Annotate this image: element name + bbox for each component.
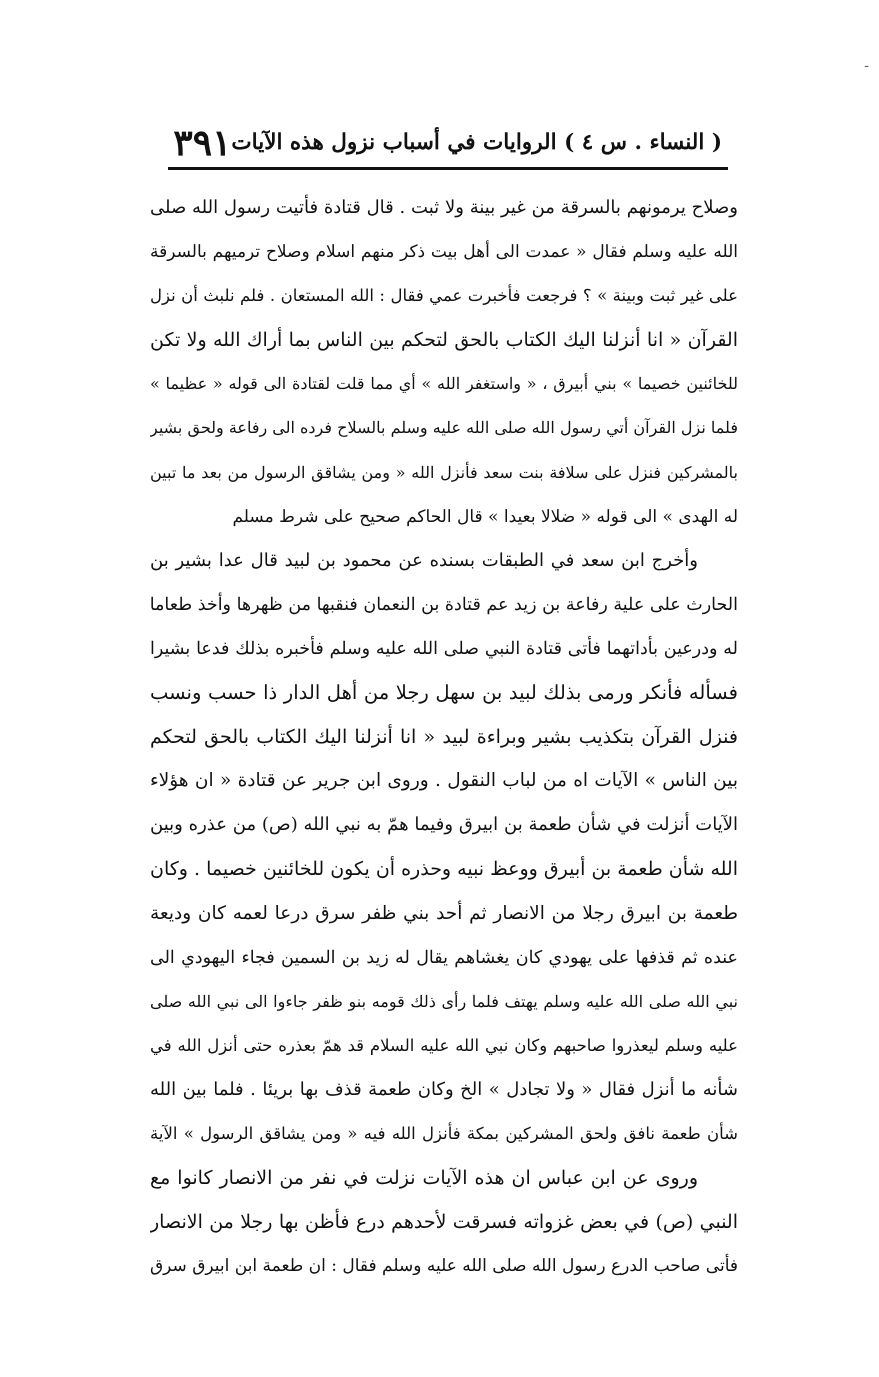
text-line: على غير ثبت وبينة » ؟ فرجعت فأخبرت عمي فقال : الله المستعان . فلم نلبث أن نزل bbox=[150, 286, 738, 306]
text-line: بين الناس » الآيات اه من لباب النقول . وروى ابن جرير عن قتادة « ان هؤلاء bbox=[150, 770, 738, 792]
paragraph-start-line: وأخرج ابن سعد في الطبقات بسنده عن محمود بن لبيد قال عدا بشير بن bbox=[150, 549, 698, 571]
text-line: للخائنين خصيما » بني أبيرق ، « واستغفر الله » أي مما قلت لقتادة الى قوله « عظيما » bbox=[150, 374, 738, 394]
text-line: له ودرعين بأداتهما فأتى قتادة النبي صلى الله عليه وسلم فأخبره بذلك فدعا بشيرا bbox=[150, 638, 738, 659]
text-line: النبي (ص) في بعض غزواته فسرقت لأحدهم درع فأظن بها رجلا من الانصار bbox=[150, 1211, 738, 1234]
text-line: القرآن « انا أنزلنا اليك الكتاب بالحق لتحكم بين الناس بما أراك الله ولا تكن bbox=[150, 329, 738, 352]
text-line: وصلاح يرمونهم بالسرقة من غير بينة ولا ثبت . قال قتادة فأتيت رسول الله صلى bbox=[150, 197, 738, 218]
text-line: له الهدى » الى قوله « ضلالا بعيدا » قال الحاكم صحيح على شرط مسلم bbox=[232, 506, 738, 527]
text-line: نبي الله صلى الله عليه وسلم يهتف فلما رأى ذلك قومه بنو ظفر جاءوا الى نبي الله صلى bbox=[150, 991, 738, 1011]
page-header bbox=[168, 118, 728, 170]
text-line: فنزل القرآن بتكذيب بشير وبراءة لبيد « انا أنزلنا اليك الكتاب بالحق لتحكم bbox=[150, 726, 738, 749]
text-line: الآيات أنزلت في شأن طعمة بن ابيرق وفيما همّ به نبي الله (ص) من عذره وبين bbox=[150, 814, 738, 836]
text-line: بالمشركين فنزل على سلافة بنت سعد فأنزل الله « ومن يشاقق الرسول من بعد ما تبين bbox=[150, 462, 738, 482]
text-line: عنده ثم قذفها على يهودي كان يغشاهم يقال له زيد بن السمين فجاء اليهودي الى bbox=[150, 947, 738, 968]
text-line: شأن طعمة نافق ولحق المشركين بمكة فأنزل الله فيه « ومن يشاقق الرسول » الآية bbox=[150, 1123, 738, 1143]
body-text bbox=[150, 186, 738, 1288]
text-line: الحارث على علية رفاعة بن زيد عم قتادة بن النعمان فنقبها من ظهرها وأخذ طعاما bbox=[150, 594, 738, 615]
text-line: شأنه ما أنزل فقال « ولا تجادل » الخ وكان طعمة قذف بها بريئا . فلما بين الله bbox=[150, 1078, 738, 1100]
running-title: ( النساء . س ٤ ) الروايات في أسباب نزول هذه الآيات bbox=[231, 130, 722, 155]
paragraph-start-line: وروى عن ابن عباس ان هذه الآيات نزلت في نفر من الانصار كانوا مع bbox=[150, 1167, 698, 1190]
text-line: فسأله فأنكر ورمى بذلك لبيد بن سهل رجلا من أهل الدار ذا حسب ونسب bbox=[150, 681, 738, 705]
text-line: الله عليه وسلم فقال « عمدت الى أهل بيت ذكر منهم اسلام وصلاح ترميهم بالسرقة bbox=[150, 242, 738, 263]
text-line: عليه وسلم ليعذروا صاحبهم وكان نبي الله عليه السلام قد همّ بعذره حتى أنزل الله في bbox=[150, 1035, 738, 1055]
text-line: طعمة بن ابيرق رجلا من الانصار ثم أحد بني ظفر سرق درعا لعمه كان وديعة bbox=[150, 902, 738, 924]
page-number: ٣٩١ bbox=[173, 121, 232, 164]
text-line: فلما نزل القرآن أتي رسول الله صلى الله عليه وسلم بالسلاح فرده الى رفاعة ولحق بشير bbox=[150, 418, 738, 438]
edge-mark: - bbox=[864, 58, 869, 74]
text-line: الله شأن طعمة بن أبيرق ووعظ نبيه وحذره أن يكون للخائنين خصيما . وكان bbox=[150, 858, 738, 881]
text-line: فأتى صاحب الدرع رسول الله صلى الله عليه وسلم فقال : ان طعمة ابن ابيرق سرق bbox=[150, 1256, 738, 1277]
